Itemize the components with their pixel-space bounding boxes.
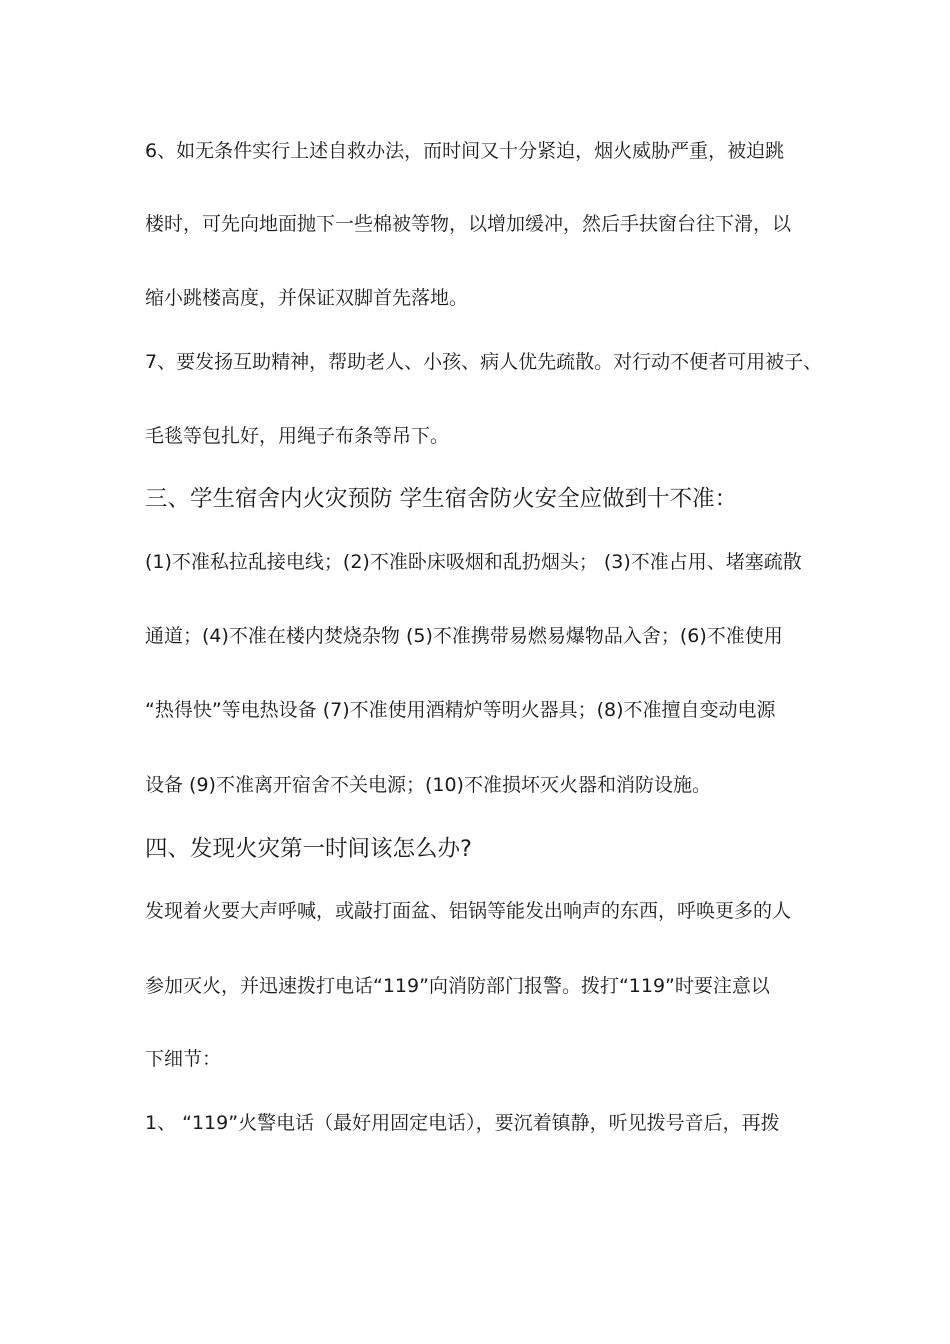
paragraph-7-line-1: 7、要发扬互助精神，帮助老人、小孩、病人优先疏散。对行动不便者可用被子、 (145, 351, 823, 373)
paragraph-6-line-1: 6、如无条件实行上述自救办法，而时间又十分紧迫，烟火威胁严重，被迫跳 (145, 140, 785, 162)
fire-response-line-3: 下细节： (145, 1048, 222, 1070)
fire-response-line-2: 参加灭火，并迅速拨打电话“119”向消防部门报警。拨打“119”时要注意以 (145, 975, 770, 997)
section-3-heading: 三、学生宿舍内火灾预防 学生宿舍防火安全应做到十不准： (145, 486, 738, 512)
call-119-line-1: 1、 “119”火警电话（最好用固定电话），要沉着镇静，听见拨号音后，再拨 (145, 1112, 780, 1134)
paragraph-7-line-2: 毛毯等包扎好，用绳子布条等吊下。 (145, 425, 450, 447)
paragraph-6-line-2: 楼时，可先向地面抛下一些棉被等物，以增加缓冲，然后手扶窗台往下滑，以 (145, 213, 792, 235)
rules-line-4: 设备 (9)不准离开宿舍不关电源；(10)不准损坏灭火器和消防设施。 (145, 774, 711, 796)
rules-line-2: 通道；(4)不准在楼内焚烧杂物 (5)不准携带易燃易爆物品入舍；(6)不准使用 (145, 625, 783, 647)
fire-response-line-1: 发现着火要大声呼喊，或敲打面盆、铝锅等能发出响声的东西，呼唤更多的人 (145, 900, 792, 922)
rules-line-1: (1)不准私拉乱接电线；(2)不准卧床吸烟和乱扔烟头； (3)不准占用、堵塞疏散 (145, 551, 802, 573)
section-4-heading: 四、发现火灾第一时间该怎么办? (145, 836, 472, 862)
paragraph-6-line-3: 缩小跳楼高度，并保证双脚首先落地。 (145, 287, 469, 309)
rules-line-3: “热得快”等电热设备 (7)不准使用酒精炉等明火器具；(8)不准擅自变动电源 (145, 699, 776, 721)
